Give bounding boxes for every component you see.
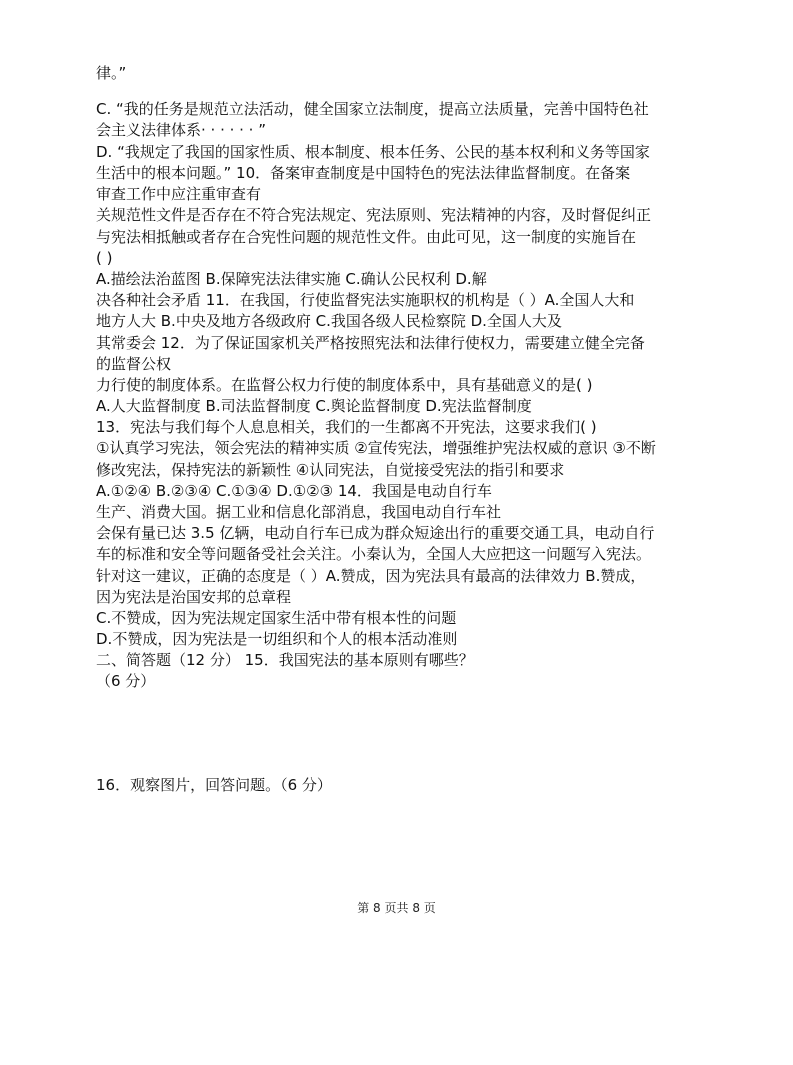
text-line: 16．观察图片，回答问题。（6 分） <box>96 776 332 794</box>
text-line: D.不赞成，因为宪法是一切组织和个人的根本活动准则 <box>96 630 458 648</box>
text-line: C.不赞成，因为宪法规定国家生活中带有根本性的问题 <box>96 609 457 627</box>
text-line: 关规范性文件是否存在不符合宪法规定、宪法原则、宪法精神的内容，及时督促纠正 <box>96 206 652 224</box>
text-line: 生产、消费大国。据工业和信息化部消息，我国电动自行车社 <box>96 503 502 521</box>
text-line: 律。” <box>96 64 127 82</box>
text-line: 与宪法相抵触或者存在合宪性问题的规范性文件。由此可见，这一制度的实施旨在 <box>96 228 637 246</box>
text-line: 审查工作中应注重审查有 <box>96 185 262 203</box>
text-line: 会主义法律体系· · · · · · ” <box>96 121 266 139</box>
text-line: 生活中的根本问题。” 10．备案审查制度是中国特色的宪法法律监督制度。在备案 <box>96 164 631 182</box>
text-line: （6 分） <box>96 672 156 690</box>
text-line: 会保有量已达 3.5 亿辆，电动自行车已成为群众短途出行的重要交通工具，电动自行 <box>96 524 655 542</box>
text-line: ①认真学习宪法，领会宪法的精神实质 ②宣传宪法，增强维护宪法权威的意识 ③不断 <box>96 439 656 457</box>
text-line: A.①②④ B.②③④ C.①③④ D.①②③ 14．我国是电动自行车 <box>96 482 492 500</box>
text-line: D. “我规定了我国的国家性质、根本制度、根本任务、公民的基本权利和义务等国家 <box>96 143 650 161</box>
text-line: 决各种社会矛盾 11．在我国，行使监督宪法实施职权的机构是（ ）A.全国人大和 <box>96 291 635 309</box>
text-line: 其常委会 12．为了保证国家机关严格按照宪法和法律行使权力，需要建立健全完备 <box>96 334 645 352</box>
text-line: 因为宪法是治国安邦的总章程 <box>96 588 292 606</box>
text-line: 针对这一建议，正确的态度是（ ）A.赞成，因为宪法具有最高的法律效力 B.赞成， <box>96 567 646 585</box>
text-line: 力行使的制度体系。在监督公权力行使的制度体系中，具有基础意义的是( ) <box>96 376 593 394</box>
text-line: A.描绘法治蓝图 B.保障宪法法律实施 C.确认公民权利 D.解 <box>96 270 487 288</box>
text-line: 13．宪法与我们每个人息息相关，我们的一生都离不开宪法，这要求我们( ) <box>96 418 597 436</box>
text-line: C. “我的任务是规范立法活动，健全国家立法制度，提高立法质量，完善中国特色社 <box>96 100 649 118</box>
text-line: 修改宪法，保持宪法的新颖性 ④认同宪法，自觉接受宪法的指引和要求 <box>96 461 565 479</box>
text-line: A.人大监督制度 B.司法监督制度 C.舆论监督制度 D.宪法监督制度 <box>96 397 532 415</box>
text-line: 车的标准和安全等问题备受社会关注。小秦认为，全国人大应把这一问题写入宪法。 <box>96 545 652 563</box>
text-line: 的监督公权 <box>96 355 172 373</box>
text-line: ( ) <box>96 249 113 267</box>
text-line: 二、简答题（12 分） 15．我国宪法的基本原则有哪些？ <box>96 651 474 669</box>
page-footer: 第 8 页共 8 页 <box>357 901 436 915</box>
text-line: 地方人大 B.中央及地方各级政府 C.我国各级人民检察院 D.全国人大及 <box>96 312 562 330</box>
